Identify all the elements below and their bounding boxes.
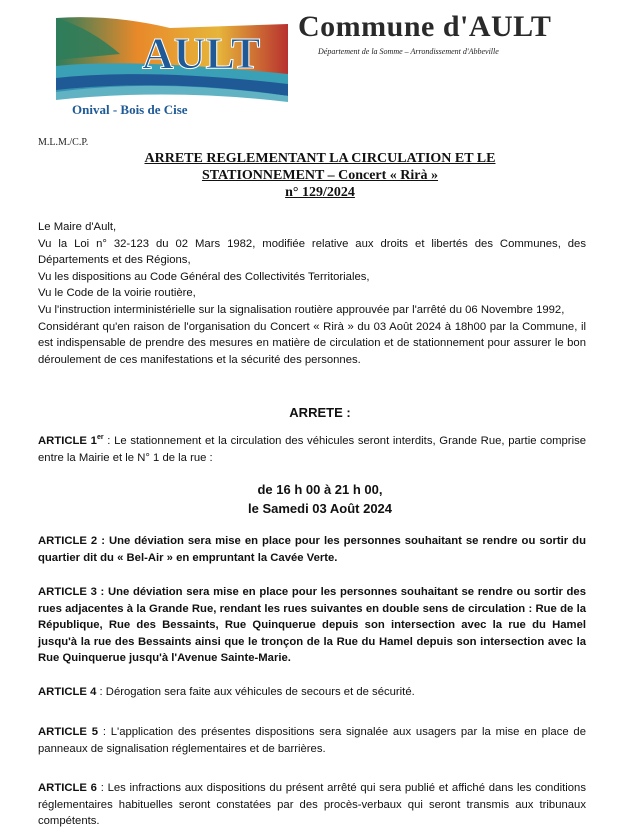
article-4-label: ARTICLE 4	[38, 686, 97, 698]
schedule-hours: de 16 h 00 à 21 h 00,	[257, 482, 383, 497]
commune-title: Commune d'AULT	[298, 10, 552, 43]
article-6-text: : Les infractions aux dispositions du présent arrêté qui sera publié et affiché dans les conditions réglementaires habituelles seront constatées par des procès-verbaux qui seront transmis aux tribunaux compétents.	[38, 782, 586, 828]
title-line-2: STATIONNEMENT – Concert « Rirà »	[201, 168, 439, 183]
article-4	[38, 684, 586, 701]
reference-code: M.L.M./C.P.	[38, 137, 89, 148]
preamble	[38, 219, 586, 368]
title-line-1: ARRETE REGLEMENTANT LA CIRCULATION ET LE	[144, 151, 496, 166]
article-3	[38, 584, 586, 667]
article-1-sup: er	[96, 434, 104, 442]
logo-subtitle: Onival - Bois de Cise	[72, 102, 188, 117]
article-3-text: : Une déviation sera mise en place pour les personnes souhaitant se rendre ou sortir des rues adjacentes à la Grande Rue, rendant les rues suivantes en double sens de circulation : Rue de la République, Rue des Bessaints, Rue Quinquerue depuis son intersection avec la rue du Hamel jusqu'à la rue des Bessaints ainsi que le tronçon de la Rue du Hamel depuis son intersection avec la Rue Quinquerue jusqu'à l'Avenue Sainte-Marie.	[38, 586, 587, 665]
commune-subtitle: Département de la Somme – Arrondissement d'Abbeville	[318, 47, 499, 56]
title-line-3: n° 129/2024	[285, 185, 355, 200]
article-3-label: ARTICLE 3	[38, 586, 97, 598]
preamble-line: Vu le Code de la voirie routière,	[38, 287, 196, 300]
article-5	[38, 724, 586, 757]
article-1	[38, 433, 586, 466]
article-1-label: ARTICLE 1	[38, 435, 97, 447]
schedule-date: le Samedi 03 Août 2024	[247, 501, 393, 516]
article-2-text: : Une déviation sera mise en place pour les personnes souhaitant se rendre ou sortir du quartier dit du « Bel-Air » en empruntant la Cavée Verte.	[38, 535, 586, 564]
preamble-line: Vu les dispositions au Code Général des Collectivités Territoriales,	[38, 270, 370, 283]
preamble-line: Vu la Loi n° 32-123 du 02 Mars 1982, modifiée relative aux droits et libertés des Communes, des Départements et des Régions,	[38, 237, 586, 267]
ault-logo	[50, 14, 290, 118]
article-1-text: : Le stationnement et la circulation des véhicules seront interdits, Grande Rue, partie comprise entre la Mairie et le N° 1 de la rue :	[38, 435, 587, 464]
article-5-text: : L'application des présentes dispositions sera signalée aux usagers par la mise en place de panneaux de signalisation réglementaires et de barrières.	[38, 726, 586, 755]
article-2	[38, 533, 586, 566]
preamble-line: Le Maire d'Ault,	[38, 221, 117, 233]
schedule	[0, 480, 640, 518]
article-6-label: ARTICLE 6	[38, 782, 97, 794]
article-5-label: ARTICLE 5	[38, 726, 99, 738]
preamble-line: Considérant qu'en raison de l'organisation du Concert « Rirà » du 03 Août 2024 à 18h00 par la Commune, il est indispensable de prendre des mesures en matière de circulation et de stationnement pour assurer le bon déroulement de ces manifestations et la sécurité des personnes.	[38, 320, 586, 366]
document-title	[0, 150, 640, 201]
logo-wordmark: AULT	[142, 29, 261, 78]
preamble-line: Vu l'instruction interministérielle sur la signalisation routière approuvée par l'arrêté du 06 Novembre 1992,	[38, 303, 565, 316]
article-6	[38, 780, 586, 830]
arrete-heading: ARRETE :	[289, 405, 351, 420]
article-2-label: ARTICLE 2	[38, 535, 98, 547]
article-4-text: : Dérogation sera faite aux véhicules de secours et de sécurité.	[96, 686, 415, 698]
